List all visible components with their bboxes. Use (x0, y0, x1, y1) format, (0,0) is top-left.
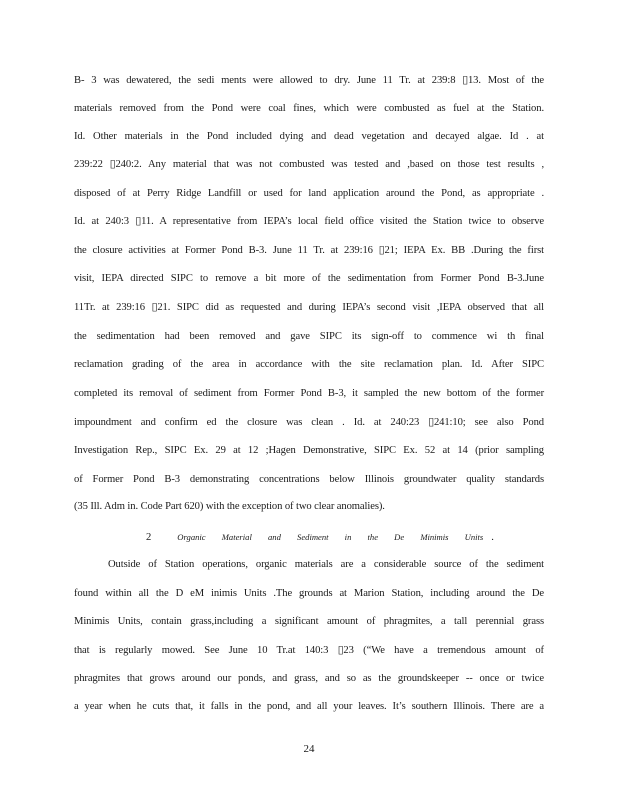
body-text-line: completed its removal of sediment from Former Pond B-3, it sampled the new bottom of the former (74, 388, 544, 399)
body-text-line: disposed of at Perry Ridge Landfill or used for land application around the Pond, as appropriate . (74, 188, 544, 199)
body-text-line: a year when he cuts that, it falls in the pond, and all your leaves. It’s southern Illinois. There are a (74, 701, 544, 712)
body-text-line: 11Tr. at 239:16 ▯21. SIPC did as requested and during IEPA’s second visit ,IEPA observed that all (74, 302, 544, 313)
body-text-line: Minimis Units, contain grass,including a significant amount of phragmites, a tall perennial grass (74, 616, 544, 627)
body-text-line: B- 3 was dewatered, the sedi ments were allowed to dry. June 11 Tr. at 239:8 ▯13. Most of the (74, 75, 544, 86)
body-text-line: the sedimentation had been removed and gave SIPC its sign-off to commence wi th final (74, 331, 544, 342)
body-text-line: found within all the D eM inimis Units .The grounds at Marion Station, including around the De (74, 588, 544, 599)
body-text-line: that is regularly mowed. See June 10 Tr.at 140:3 ▯23 (“We have a tremendous amount of (74, 645, 544, 656)
body-text-line: Id. at 240:3 ▯11. A representative from IEPA’s local field office visited the Station twice to observe (74, 216, 544, 227)
body-text-line: Id. Other materials in the Pond included dying and dead vegetation and decayed algae. Id . at (74, 131, 544, 142)
section-heading-period: . (491, 532, 494, 543)
body-text-line: the closure activities at Former Pond B-3. June 11 Tr. at 239:16 ▯21; IEPA Ex. BB .During the first (74, 245, 544, 256)
body-text-line: impoundment and confirm ed the closure was clean . Id. at 240:23 ▯241:10; see also Pond (74, 417, 544, 428)
body-text-line: Outside of Station operations, organic materials are a considerable source of the sediment (108, 559, 544, 570)
body-text-line: Investigation Rep., SIPC Ex. 29 at 12 ;Hagen Demonstrative, SIPC Ex. 52 at 14 (prior sampling (74, 445, 544, 456)
page-number: 24 (303, 743, 315, 755)
body-text-line: of Former Pond B-3 demonstrating concentrations below Illinois groundwater quality standards (74, 474, 544, 485)
body-text-line: 239:22 ▯240:2. Any material that was not combusted was tested and ,based on those test results , (74, 159, 544, 170)
body-text-line: visit, IEPA directed SIPC to remove a bit more of the sedimentation from Former Pond B-3.June (74, 273, 544, 284)
section-heading (146, 530, 494, 544)
body-text-line: (35 Ill. Adm in. Code Part 620) with the exception of two clear anomalies). (74, 501, 385, 512)
body-text-line: reclamation grading of the area in accordance with the site reclamation plan. Id. After SIPC (74, 359, 544, 370)
section-number: 2 (146, 532, 152, 543)
body-text-line: phragmites that grows around our ponds, and grass, and so as the groundskeeper -- once or twice (74, 673, 544, 684)
body-text-line: materials removed from the Pond were coal fines, which were combusted as fuel at the Station. (74, 103, 544, 114)
section-title: Organic Material and Sediment in the De Minimis Units (177, 532, 484, 542)
